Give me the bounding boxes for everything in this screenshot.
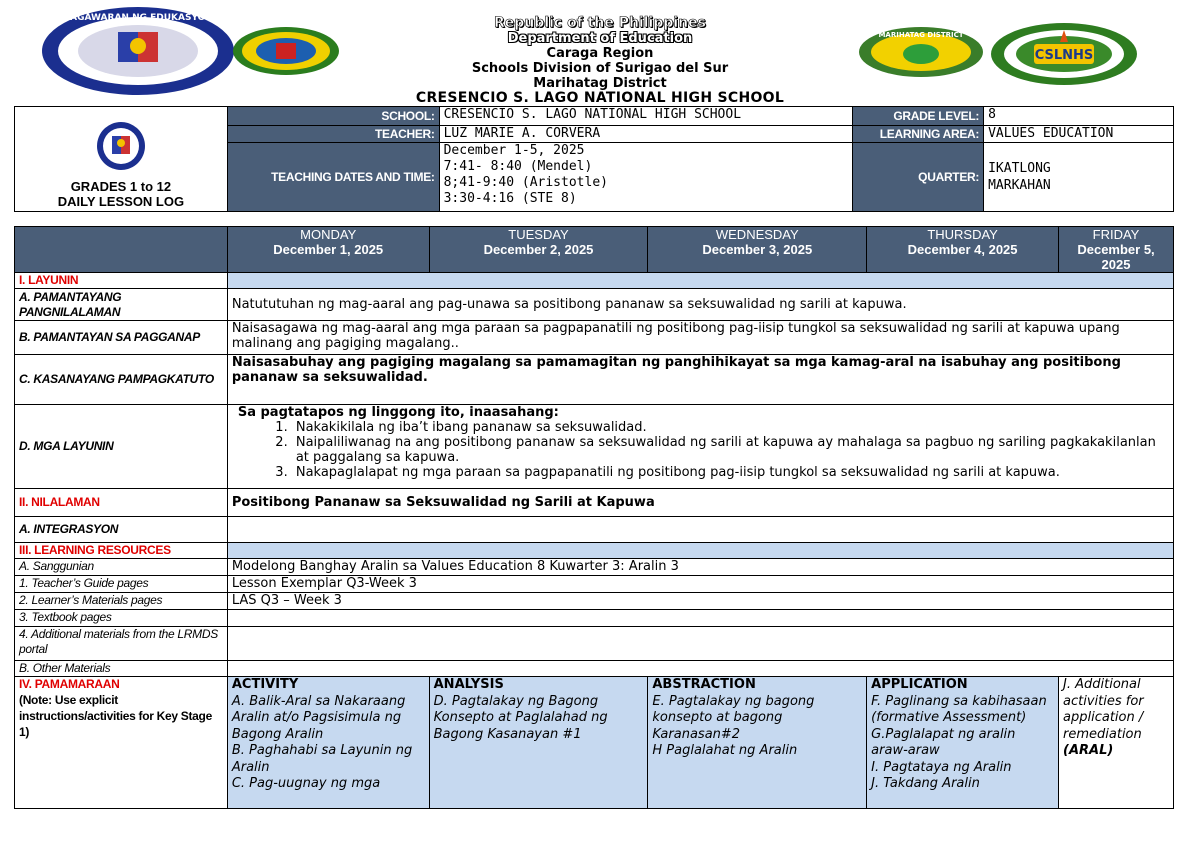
procedure-step: E. Pagtalakay ng bagong konsepto at bagong Karanasan#2 <box>652 693 815 742</box>
mga-layunin-content <box>227 405 1173 489</box>
section-layunin: I. LAYUNIN <box>15 273 228 289</box>
school-name-line: CRESENCIO S. LAGO NATIONAL HIGH SCHOOL <box>415 90 785 106</box>
info-table <box>14 106 1174 212</box>
procedure-friday <box>1059 677 1174 809</box>
procedure-step: F. Paglinang sa kabihasaan (formative Assessment) <box>871 693 1047 725</box>
day-header-thursday <box>867 227 1059 273</box>
grade-level-label: GRADE LEVEL: <box>853 107 984 126</box>
day-name: MONDAY <box>300 227 357 242</box>
teaching-dates-value <box>439 143 853 212</box>
pamantayang-pangnilalaman-text: Natututuhan ng mag-aaral ang pag-unawa sa positibong pananaw sa seksuwalidad ng sarili at kapuwa. <box>227 289 1173 321</box>
list-item: 3. Nakapaglalapat ng mga paraan sa pagpapanatili ng positibong pag-iisip tungkol sa seksuwalidad ng sarili at kapuwa. <box>292 465 1169 480</box>
procedure-step: D. Pagtalakay ng Bagong Konsepto at Paglalahad ng Bagong Kasanayan #1 <box>433 693 608 742</box>
deped-seal-logo <box>40 6 236 96</box>
kasanayang-pampagkatuto-text: Naisasabuhay ang pagiging magalang sa pamamagitan ng panghihikayat sa mga kamag-aral na isabuhay ang positibong pananaw sa seksuwalidad. <box>227 355 1173 405</box>
procedure-step: A. Balik-Aral sa Nakaraang Aralin at/o Pagsisimula ng Bagong Aralin <box>231 693 406 742</box>
sanggunian-text: Modelong Banghay Aralin sa Values Education 8 Kuwarter 3: Aralin 3 <box>227 559 1173 576</box>
day-date: December 4, 2025 <box>907 242 1018 257</box>
district-logo <box>858 26 984 78</box>
section-layunin-fill <box>227 273 1173 289</box>
list-item: 2. Naipaliliwanag na ang positibong pananaw sa seksuwalidad ng sarili at kapuwa ay mahalaga sa pagbuo ng sariling pagkakakilanlan at paggalang sa kapuwa. <box>292 435 1169 465</box>
day-date: December 3, 2025 <box>702 242 813 257</box>
lrmds-label: 4. Additional materials from the LRMDS portal <box>15 627 228 661</box>
day-name: THURSDAY <box>927 227 998 242</box>
kasanayang-pampagkatuto-label: C. KASANAYANG PAMPAGKATUTO <box>15 355 228 405</box>
procedure-wednesday <box>648 677 867 809</box>
layunin-intro: Sa pagtatapos ng linggong ito, inaasahang: <box>237 405 559 420</box>
district-logo-caption: MARIHATAG DISTRICT <box>878 31 964 39</box>
teacher-label: TEACHER: <box>227 125 439 143</box>
procedure-thursday <box>867 677 1059 809</box>
day-date: December 5, 2025 <box>1077 242 1155 272</box>
pamantayan-pagganap-text: Naisasagawa ng mag-aaral ang mga paraan sa pagpapanatili ng positibong pag-iisip tungkol sa seksuwalidad ng sarili at kapuwa upang malinang ang pagiging magalang.. <box>227 321 1173 355</box>
pamamaraan-label-cell <box>15 677 228 809</box>
procedure-step: H Paglalahat ng Aralin <box>652 743 798 758</box>
section-learning-resources: III. LEARNING RESOURCES <box>15 543 228 559</box>
lrmds-value <box>227 627 1173 661</box>
document-header <box>0 0 1200 106</box>
header-text <box>360 16 840 106</box>
deped-small-seal-icon <box>96 121 146 171</box>
layunin-list <box>232 420 1169 480</box>
procedure-step: B. Paghahabi sa Layunin ng Aralin <box>231 743 413 775</box>
procedure-step: J. Additional activities for application / remediation <box>1063 677 1144 742</box>
dll-title-grades: GRADES 1 to 12 <box>70 179 172 194</box>
school-label: SCHOOL: <box>227 107 439 126</box>
quarter-line: IKATLONG <box>988 161 1051 177</box>
section-resources-fill <box>227 543 1173 559</box>
procedure-title: ACTIVITY <box>231 677 299 692</box>
department-line: Department of Education <box>507 31 693 46</box>
procedure-title: ABSTRACTION <box>652 677 756 692</box>
learners-materials-label: 2. Learner’s Materials pages <box>15 593 228 610</box>
section-pamamaraan: IV. PAMAMARAAN <box>19 677 120 691</box>
region-line: Caraga Region <box>546 46 654 61</box>
procedure-aral: (ARAL) <box>1063 743 1114 758</box>
day-header-tuesday <box>429 227 648 273</box>
procedure-step: J. Takdang Aralin <box>871 776 980 791</box>
grade-level-value: 8 <box>984 107 1174 126</box>
learning-area-value: VALUES EDUCATION <box>984 125 1174 143</box>
nilalaman-text: Positibong Pananaw sa Seksuwalidad ng Sarili at Kapuwa <box>227 489 1173 517</box>
time-line: 7:41- 8:40 (Mendel) <box>443 159 593 175</box>
district-line: Marihatag District <box>533 76 667 91</box>
procedure-step: I. Pagtataya ng Aralin <box>871 759 1012 775</box>
textbook-pages-value <box>227 610 1173 627</box>
pamamaraan-note: (Note: Use explicit instructions/activities for Key Stage 1) <box>19 693 212 739</box>
seal-caption: KAGAWARAN NG EDUKASYON <box>63 13 213 23</box>
learning-area-label: LEARNING AREA: <box>853 125 984 143</box>
other-materials-label: B. Other Materials <box>15 661 228 677</box>
day-header-friday <box>1059 227 1174 273</box>
procedure-tuesday <box>429 677 648 809</box>
day-name: FRIDAY <box>1092 227 1140 242</box>
day-name: WEDNESDAY <box>715 227 799 242</box>
textbook-pages-label: 3. Textbook pages <box>15 610 228 627</box>
pamantayang-pangnilalaman-label: A. PAMANTAYANG PANGNILALAMAN <box>15 289 228 321</box>
school-logo <box>990 22 1138 86</box>
day-header-monday <box>227 227 429 273</box>
teachers-guide-label: 1. Teacher’s Guide pages <box>15 576 228 593</box>
dll-title-log: DAILY LESSON LOG <box>57 194 185 209</box>
procedure-monday <box>227 677 429 809</box>
corner-header <box>15 227 228 273</box>
teacher-value: LUZ MARIE A. CORVERA <box>439 125 853 143</box>
dates-line: December 1-5, 2025 <box>443 143 585 159</box>
procedure-title: APPLICATION <box>871 677 968 692</box>
school-value: CRESENCIO S. LAGO NATIONAL HIGH SCHOOL <box>439 107 853 126</box>
other-materials-value <box>227 661 1173 677</box>
sanggunian-label: A. Sanggunian <box>15 559 228 576</box>
day-name: TUESDAY <box>508 227 569 242</box>
lesson-log-table <box>14 226 1174 809</box>
teachers-guide-text: Lesson Exemplar Q3-Week 3 <box>227 576 1173 593</box>
list-item: 1. Nakakikilala ng iba’t ibang pananaw sa seksuwalidad. <box>292 420 1169 435</box>
time-line: 3:30-4:16 (STE 8) <box>443 191 577 207</box>
quarter-value <box>984 143 1174 212</box>
school-logo-text: CSLNHS <box>1034 48 1094 63</box>
day-header-wednesday <box>648 227 867 273</box>
day-date: December 1, 2025 <box>273 242 384 257</box>
division-logo <box>232 26 340 76</box>
teaching-dates-label: TEACHING DATES AND TIME: <box>227 143 439 212</box>
quarter-label: QUARTER: <box>853 143 984 212</box>
republic-line: Republic of the Philippines <box>494 15 706 31</box>
learners-materials-text: LAS Q3 – Week 3 <box>227 593 1173 610</box>
day-date: December 2, 2025 <box>483 242 594 257</box>
integrasyon-label: A. INTEGRASYON <box>15 517 228 543</box>
time-line: 8;41-9:40 (Aristotle) <box>443 175 608 191</box>
quarter-line: MARKAHAN <box>988 178 1051 194</box>
pamantayan-pagganap-label: B. PAMANTAYAN SA PAGGANAP <box>15 321 228 355</box>
procedure-title: ANALYSIS <box>433 677 504 692</box>
section-nilalaman: II. NILALAMAN <box>15 489 228 517</box>
mga-layunin-label: D. MGA LAYUNIN <box>15 405 228 489</box>
integrasyon-value <box>227 517 1173 543</box>
procedure-step: G.Paglalapat ng aralin araw-araw <box>871 726 1016 758</box>
dll-title-cell <box>15 107 228 212</box>
division-line: Schools Division of Surigao del Sur <box>471 61 729 76</box>
procedure-step: C. Pag-uugnay ng mga <box>231 776 381 791</box>
